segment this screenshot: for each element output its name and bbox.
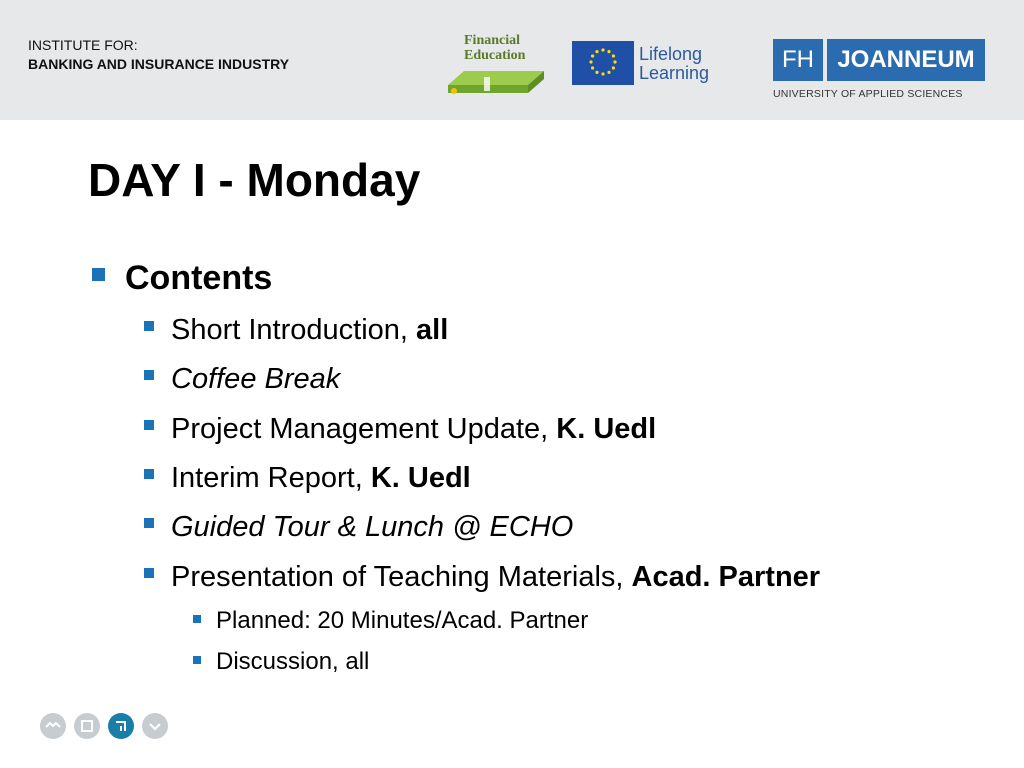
bullet-icon (144, 568, 154, 578)
sub-list-item: Planned: 20 Minutes/Acad. Partner (216, 607, 589, 634)
lifelong-learning-logo (572, 41, 717, 87)
slide-title: DAY I - Monday (88, 154, 421, 206)
ll-line1: Lifelong (639, 44, 703, 64)
list-item (171, 560, 820, 594)
nav-return-button[interactable] (108, 713, 134, 739)
institute-line2: BANKING AND INSURANCE INDUSTRY (28, 56, 290, 72)
item-presenter: K. Uedl (370, 462, 471, 494)
item-text: Interim Report, (171, 462, 371, 494)
list-item (171, 313, 448, 347)
nav-down-button[interactable] (142, 713, 168, 739)
fin-logo-line2: Education (464, 48, 526, 63)
item-presenter: all (416, 314, 449, 346)
header-bar (0, 0, 1024, 120)
return-icon (108, 713, 134, 739)
bullet-icon (144, 321, 154, 331)
bullet-icon (92, 268, 105, 281)
item-text: Coffee Break (171, 363, 341, 395)
bullet-icon (144, 420, 154, 430)
fh-joanneum-logo (773, 39, 985, 103)
financial-education-logo (444, 33, 548, 97)
eu-flag-icon (572, 41, 634, 85)
financial-education-text (464, 33, 525, 63)
item-presenter: Acad. Partner (631, 561, 821, 593)
lifelong-learning-text (639, 45, 709, 83)
institute-line1: INSTITUTE FOR: (28, 37, 138, 53)
fin-logo-line1: Financial (464, 33, 521, 48)
list-item (171, 510, 573, 544)
sub-list-item: Discussion, all (216, 648, 370, 675)
item-text: Presentation of Teaching Materials, (171, 561, 632, 593)
item-text: Short Introduction, (171, 314, 417, 346)
item-text: Project Management Update, (171, 413, 557, 445)
nav-home-button[interactable] (40, 713, 66, 739)
list-item (171, 461, 471, 495)
item-presenter: K. Uedl (556, 413, 657, 445)
item-text: Guided Tour & Lunch @ ECHO (171, 511, 574, 543)
institute-label (28, 36, 289, 74)
contents-heading: Contents (125, 259, 273, 297)
list-item (171, 362, 340, 396)
bullet-icon (144, 469, 154, 479)
ll-line2: Learning (639, 63, 710, 83)
chevron-down-icon (142, 713, 168, 739)
bullet-icon (193, 615, 201, 623)
back-icon (74, 713, 100, 739)
fh-right-box: JOANNEUM (827, 39, 985, 81)
nav-back-button[interactable] (74, 713, 100, 739)
home-icon (40, 713, 66, 739)
fh-subtitle: UNIVERSITY OF APPLIED SCIENCES (773, 88, 963, 100)
list-item (171, 412, 656, 446)
bullet-icon (144, 370, 154, 380)
fh-left-box: FH (773, 39, 823, 81)
bullet-icon (193, 656, 201, 664)
bullet-icon (144, 518, 154, 528)
